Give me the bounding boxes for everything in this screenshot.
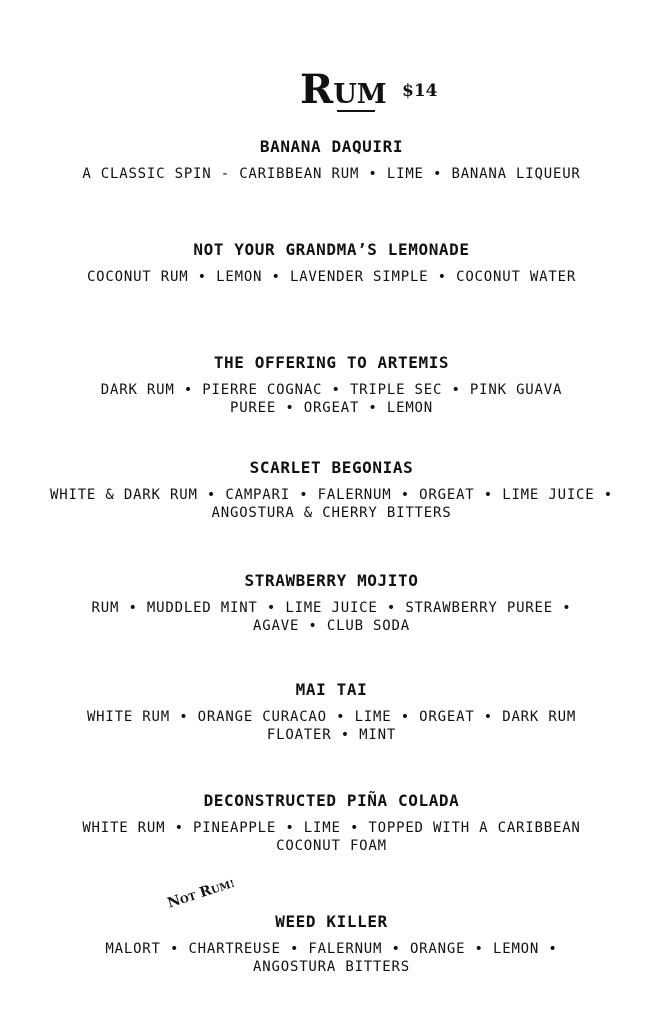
menu-item — [0, 571, 663, 635]
item-description: RUM • MUDDLED MINT • LIME JUICE • STRAWBERRY PUREE • AGAVE • CLUB SODA — [91, 600, 572, 634]
menu-item — [0, 353, 663, 417]
item-name: BANANA DAQUIRI — [259, 137, 404, 156]
item-name: WEED KILLER — [275, 912, 388, 931]
menu-item — [0, 137, 663, 183]
title-underline — [337, 110, 375, 112]
title-rest: UM — [333, 79, 387, 110]
item-description: COCONUT RUM • LEMON • LAVENDER SIMPLE • COCONUT WATER — [86, 269, 577, 285]
menu-item — [0, 680, 663, 744]
item-name: STRAWBERRY MOJITO — [244, 571, 419, 590]
item-description: A CLASSIC SPIN - CARIBBEAN RUM • LIME • BANANA LIQUEUR — [82, 166, 581, 182]
menu-item — [0, 240, 663, 286]
note-n: N — [165, 892, 183, 912]
item-name: NOT YOUR GRANDMA’S LEMONADE — [193, 240, 470, 259]
item-name: DECONSTRUCTED PIÑA COLADA — [203, 791, 460, 810]
note-um: UM! — [210, 878, 237, 897]
note-ot: OT — [178, 891, 198, 907]
item-description: WHITE RUM • ORANGE CURACAO • LIME • ORGEAT • DARK RUM FLOATER • MINT — [86, 709, 577, 743]
item-name: MAI TAI — [295, 680, 368, 699]
item-name: SCARLET BEGONIAS — [249, 458, 414, 477]
not-rum-note — [166, 875, 237, 912]
item-description: MALORT • CHARTREUSE • FALERNUM • ORANGE • LEMON • ANGOSTURA BITTERS — [105, 941, 558, 975]
section-price: $14 — [402, 81, 438, 101]
menu-item — [0, 791, 663, 855]
menu-header — [0, 66, 663, 116]
note-r: R — [197, 882, 214, 902]
item-description: WHITE & DARK RUM • CAMPARI • FALERNUM • ORGEAT • LIME JUICE • ANGOSTURA & CHERRY BITTERS — [50, 487, 613, 521]
menu-item — [0, 912, 663, 976]
item-description: DARK RUM • PIERRE COGNAC • TRIPLE SEC • PINK GUAVA PUREE • ORGEAT • LEMON — [100, 382, 563, 416]
menu-item — [0, 458, 663, 522]
title-initial: R — [300, 66, 334, 113]
item-description: WHITE RUM • PINEAPPLE • LIME • TOPPED WITH A CARIBBEAN COCONUT FOAM — [82, 820, 581, 854]
item-name: THE OFFERING TO ARTEMIS — [213, 353, 450, 372]
